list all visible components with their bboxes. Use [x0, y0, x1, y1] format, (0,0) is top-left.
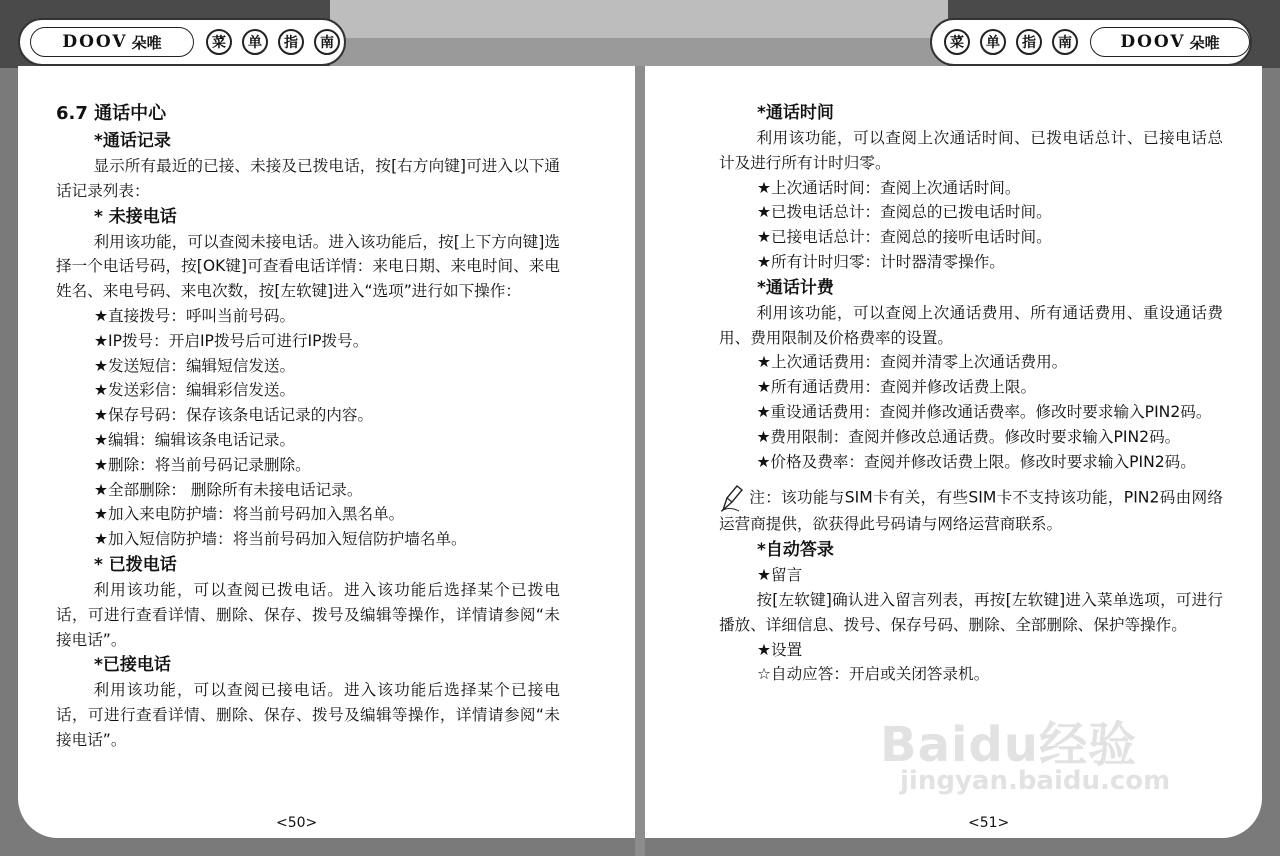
paragraph: ★价格及费率：查阅并修改话费上限。修改时要求输入PIN2码。 [756, 452, 1196, 471]
menu-tab-2: 单 [242, 29, 268, 55]
list-item: ★已拨电话总计：查阅总的已拨电话时间。 [757, 203, 1052, 222]
list-item: ★删除：将当前号码记录删除。 [94, 455, 311, 474]
page-number-left: <50> [276, 815, 318, 831]
doov-logo [1090, 27, 1250, 57]
menu-tab-1: 菜 [206, 29, 232, 55]
logo-latin: DOOV [62, 32, 128, 52]
list-item: ★加入来电防护墙：将当前号码加入黑名单。 [94, 505, 405, 524]
logo-cn: 朵唯 [1189, 33, 1220, 52]
subsection-heading: *已接电话 [94, 655, 171, 676]
subsection-heading: *通话计费 [757, 277, 834, 298]
list-item: ☆自动应答：开启或关闭答录机。 [757, 665, 990, 684]
right-page-content [719, 100, 1223, 687]
subsection-heading: *自动答录 [757, 540, 834, 561]
header-left [18, 18, 346, 66]
watermark-brand: Baidu经验 [880, 717, 1137, 773]
paragraph: ★费用限制：查阅并修改总通话费。修改时要求输入PIN2码。 [756, 427, 1181, 446]
logo-latin: DOOV [1120, 32, 1186, 52]
menu-tab-3: 指 [1016, 29, 1042, 55]
menu-tab-4: 南 [314, 29, 340, 55]
note [719, 484, 1223, 537]
note-text: 注：该功能与SIM卡有关，有些SIM卡不支持该功能，PIN2码由网络运营商提供，欲获得此号码请与网络运营商联系。 [719, 488, 1223, 534]
list-item: ★编辑：编辑该条电话记录。 [94, 430, 296, 449]
paragraph: ★重设通话费用：查阅并修改通话费率。修改时要求输入PIN2码。 [756, 402, 1212, 421]
list-item: ★上次通话时间：查阅上次通话时间。 [757, 178, 1021, 197]
list-item: ★加入短信防护墙：将当前号码加入短信防护墙名单。 [94, 530, 467, 549]
doov-logo [30, 27, 194, 57]
list-item: ★全部删除： 删除所有未接电话记录。 [94, 480, 363, 499]
header-right [930, 18, 1252, 66]
list-item: ★IP拨号：开启IP拨号后可进行IP拨号。 [94, 331, 369, 350]
subsection-heading: *通话记录 [94, 131, 171, 151]
menu-guide-tabs [206, 29, 340, 55]
paragraph: 利用该功能，可以查阅上次通话时间、已拨电话总计、已接电话总计及进行所有计时归零。 [719, 129, 1223, 172]
paragraph: 显示所有最近的已接、未接及已拨电话，按[右方向键]可进入以下通话记录列表： [56, 157, 560, 200]
paragraph: 利用该功能，可以查阅已拨电话。进入该功能后选择某个已拨电话，可进行查看详情、删除、保存、拨号及编辑等操作，详情请参阅“未接电话”。 [56, 580, 560, 649]
menu-tab-4: 南 [1052, 29, 1078, 55]
subsection-heading: * 已拨电话 [94, 554, 177, 575]
menu-guide-tabs [944, 29, 1078, 55]
list-item: ★设置 [757, 640, 803, 659]
menu-tab-1: 菜 [944, 29, 970, 55]
logo-cn: 朵唯 [131, 33, 162, 52]
subsection-heading: * 未接电话 [94, 206, 177, 227]
right-blocks [719, 100, 1223, 687]
section-title: 6.7 通话中心 [56, 103, 167, 124]
list-item: ★发送彩信：编辑彩信发送。 [94, 381, 296, 400]
list-item: ★直接拨号：呼叫当前号码。 [94, 306, 296, 325]
pencil-note-icon [719, 484, 745, 512]
paragraph: 利用该功能，可以查阅未接电话。进入该功能后，按[上下方向键]选择一个电话号码，按[OK键]可查看电话详情：来电日期、来电时间、来电姓名、来电号码、来电次数，按[左软键]进入“选项”进行如下操作： [56, 232, 560, 301]
list-item: ★所有通话费用：查阅并修改话费上限。 [757, 378, 1037, 397]
header-band-middle [330, 0, 948, 38]
menu-tab-2: 单 [980, 29, 1006, 55]
book-spine [635, 66, 645, 856]
header-band-middle-lower [330, 38, 948, 68]
paragraph: 按[左软键]确认进入留言列表，再按[左软键]进入菜单选项，可进行播放、详细信息、拨号、保存号码、删除、全部删除、保护等操作。 [719, 590, 1223, 634]
list-item: ★发送短信：编辑短信发送。 [94, 356, 296, 375]
paragraph: 利用该功能，可以查阅上次通话费用、所有通话费用、重设通话费用、费用限制及价格费率的设置。 [719, 303, 1223, 347]
menu-tab-3: 指 [278, 29, 304, 55]
paragraph: 利用该功能，可以查阅已接电话。进入该功能后选择某个已接电话，可进行查看详情、删除、保存、拨号及编辑等操作，详情请参阅“未接电话”。 [56, 681, 560, 749]
subsection-heading: *通话时间 [757, 103, 834, 123]
watermark-url: jingyan.baidu.com [900, 766, 1171, 796]
list-item: ★已接电话总计：查阅总的接听电话时间。 [757, 228, 1052, 247]
page-number-right: <51> [968, 815, 1010, 831]
left-blocks [56, 128, 560, 753]
left-page-content [56, 100, 560, 753]
list-item: ★上次通话费用：查阅并清零上次通话费用。 [757, 353, 1068, 372]
list-item: ★所有计时归零：计时器清零操作。 [757, 252, 1005, 271]
list-item: ★保存号码：保存该条电话记录的内容。 [94, 406, 374, 425]
list-item: ★留言 [757, 566, 803, 585]
